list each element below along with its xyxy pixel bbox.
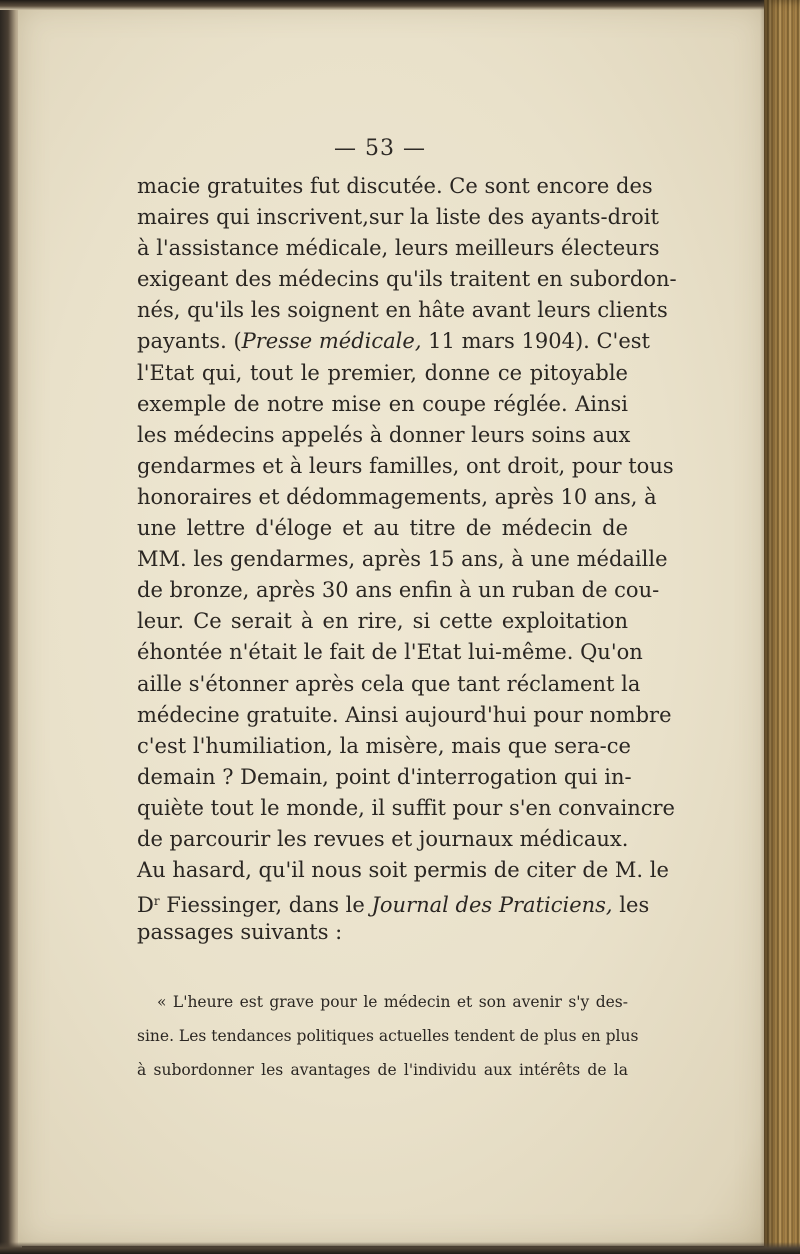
- text-line-with-citation: [137, 326, 650, 357]
- quote-line: « L'heure est grave pour le médecin et son avenir s'y des-: [157, 993, 628, 1011]
- body-text: [137, 171, 677, 948]
- text-line: exigeant des médecins qu'ils traitent en subordon-: [137, 267, 677, 292]
- journal-prefix: Fiessinger, dans le: [159, 893, 372, 918]
- book-spine: [764, 0, 800, 1254]
- doctor-abbrev-superscript: r: [153, 894, 160, 909]
- quote-line: à subordonner les avantages de l'individu aux intérêts de la: [137, 1061, 628, 1079]
- text-line: leur. Ce serait à en rire, si cette exploitation: [137, 609, 628, 634]
- text-line: exemple de notre mise en coupe réglée. Ainsi: [137, 391, 628, 416]
- text-line: demain ? Demain, point d'interrogation qui in-: [137, 764, 632, 789]
- journal-suffix: les: [612, 893, 650, 918]
- journal-title-praticiens: Journal des Praticiens,: [371, 893, 613, 918]
- text-line: maires qui inscrivent,sur la liste des ayants-droit: [137, 205, 659, 230]
- quote-line: sine. Les tendances politiques actuelles tendent de plus en plus: [137, 1027, 639, 1045]
- citation-prefix: payants. (: [137, 329, 242, 354]
- text-line: c'est l'humiliation, la misère, mais que sera-ce: [137, 733, 631, 758]
- text-line: quiète tout le monde, il suffit pour s'en convaincre: [137, 795, 675, 820]
- text-line: de parcourir les revues et journaux médicaux.: [137, 826, 629, 851]
- citation-suffix: 11 mars 1904). C'est: [421, 329, 650, 354]
- text-line: aille s'étonner après cela que tant réclament la: [137, 671, 641, 696]
- text-line: Au hasard, qu'il nous soit permis de citer de M. le: [137, 858, 669, 883]
- text-line-with-journal: [137, 886, 650, 918]
- text-line: gendarmes et à leurs familles, ont droit, pour tous: [137, 453, 674, 478]
- text-line: nés, qu'ils les soignent en hâte avant leurs clients: [137, 298, 668, 323]
- quotation-block: [137, 985, 639, 1087]
- text-line-last: passages suivants :: [137, 920, 343, 945]
- journal-title-presse-medicale: Presse médicale,: [241, 329, 422, 354]
- page-number: — 53 —: [334, 136, 426, 161]
- doctor-abbrev: D: [137, 893, 154, 918]
- text-line: à l'assistance médicale, leurs meilleurs électeurs: [137, 236, 660, 261]
- text-line: de bronze, après 30 ans enfin à un ruban de cou-: [137, 578, 660, 603]
- text-line: MM. les gendarmes, après 15 ans, à une médaille: [137, 547, 668, 572]
- text-line: éhontée n'était le fait de l'Etat lui-même. Qu'on: [137, 640, 643, 665]
- text-line: honoraires et dédommagements, après 10 ans, à: [137, 484, 657, 509]
- text-line: l'Etat qui, tout le premier, donne ce pitoyable: [137, 360, 628, 385]
- top-book-edge: [0, 0, 800, 10]
- text-line: les médecins appelés à donner leurs soins aux: [137, 422, 631, 447]
- text-line: macie gratuites fut discutée. Ce sont encore des: [137, 174, 653, 198]
- text-line: une lettre d'éloge et au titre de médecin de: [137, 516, 628, 541]
- text-line: médecine gratuite. Ainsi aujourd'hui pour nombre: [137, 702, 672, 727]
- bottom-book-edge: [0, 1242, 800, 1254]
